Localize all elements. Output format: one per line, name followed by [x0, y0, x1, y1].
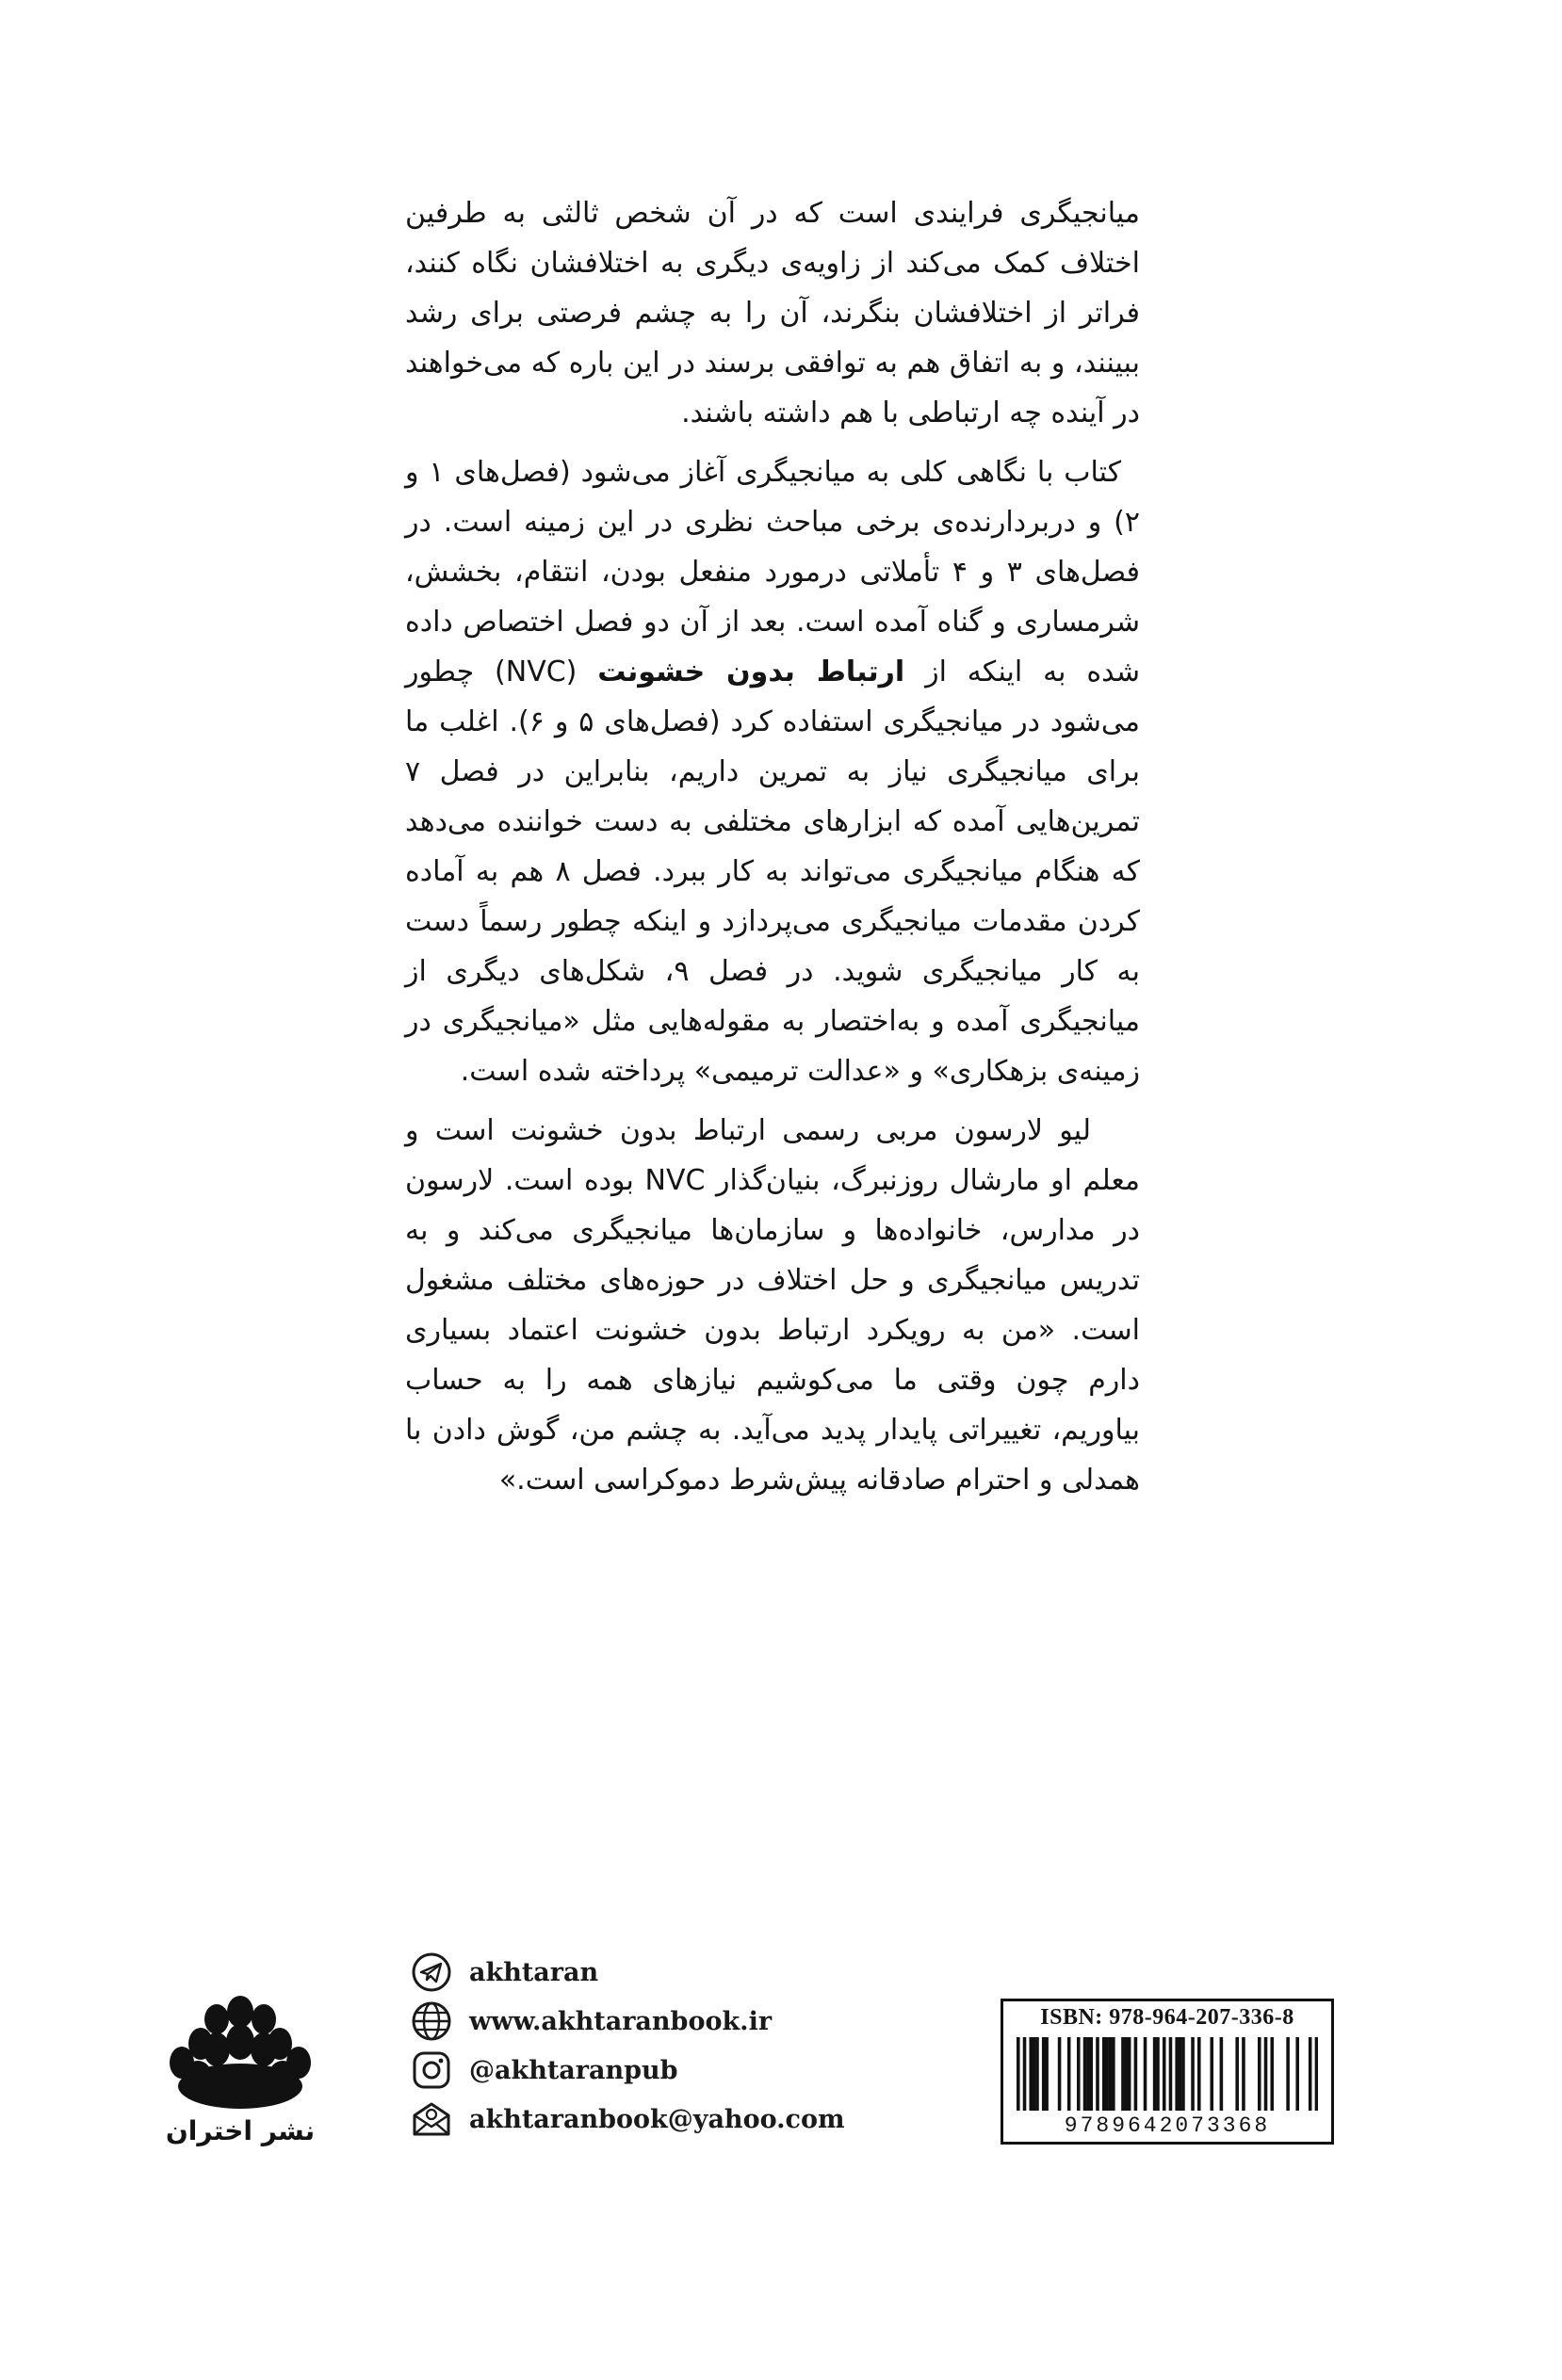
barcode-bar: [1286, 2037, 1290, 2111]
instagram-handle[interactable]: @akhtaranpub: [469, 2055, 678, 2085]
barcode-bar: [1102, 2037, 1106, 2111]
barcode-bar: [1191, 2037, 1195, 2111]
contact-telegram: [411, 1948, 863, 1997]
barcode-bar: [1096, 2037, 1099, 2111]
website-url[interactable]: www.akhtaranbook.ir: [469, 2006, 773, 2036]
email-address[interactable]: akhtaranbook@yahoo.com: [469, 2104, 845, 2134]
description-paragraph-2-text-a: کتاب با نگاهی کلی به میانجیگری آغاز می‌شود (فصل‌های ۱ و ۲) و دربردارنده‌ی برخی مباحث نظری در این زمینه است. در فصل‌های ۳ و ۴ تأملاتی درمورد منفعل بودن، انتقام، بخشش، شرمساری و گناه آمده است. بعد از آن دو فصل اختصاص داده شده به اینکه از: [405, 456, 1141, 688]
nvc-bold-term: ارتباط بدون خشونت: [597, 656, 905, 688]
barcode-bar: [1264, 2037, 1268, 2111]
isbn-barcode: [1001, 1999, 1334, 2145]
barcode-bar: [1058, 2037, 1062, 2111]
barcode-bar: [1220, 2037, 1224, 2111]
description-paragraph-2: [405, 447, 1140, 1096]
description-paragraph-3: لیو لارسون مربی رسمی ارتباط بدون خشونت است و معلم او مارشال روزنبرگ، بنیان‌گذار NVC بوده است. لارسون در مدارس، خانواده‌ها و سازمان‌ها میانجیگری می‌کند و به تدریس میانجیگری و حل اختلاف در حوزه‌های مختلف مشغول است. «من به رویکرد ارتباط بدون خشونت اعتماد بسیاری دارم چون وقتی ما می‌کوشیم نیازهای همه را به حساب بیاوریم، تغییراتی پایدار پدید می‌آید. به چشم من، گوش دادن با همدلی و احترام صادقانه پیش‌شرط دموکراسی است.»: [405, 1114, 1140, 1497]
barcode-bars: [1017, 2037, 1318, 2111]
barcode-bar: [1144, 2037, 1147, 2111]
globe-icon: [411, 2000, 452, 2042]
barcode-bar: [1077, 2037, 1081, 2111]
barcode-bar: [1309, 2037, 1312, 2111]
barcode-bar: [1242, 2037, 1245, 2111]
barcode-bar: [1017, 2037, 1020, 2111]
barcode-bar: [1089, 2037, 1093, 2111]
barcode-bar: [1109, 2037, 1113, 2111]
barcode-bar: [1128, 2037, 1131, 2111]
barcode-bar: [1083, 2037, 1087, 2111]
barcode-bar: [1153, 2037, 1157, 2111]
barcode-bar: [1067, 2037, 1071, 2111]
description-paragraph-2-text-b: (NVC) چطور می‌شود در میانجیگری استفاده کرد (فصل‌های ۵ و ۶). اغلب ما برای میانجیگری نیاز به تمرین داریم، بنابراین در فصل ۷ تمرین‌هایی آمده که ابزارهای مختلفی به دست خواننده می‌دهد که هنگام میانجیگری می‌تواند به کار ببرد. فصل ۸ هم به آماده کردن مقدمات میانجیگری می‌پردازد و اینکه چطور رسماً دست به کار میانجیگری شوید. در فصل ۹، شکل‌های دیگری از میانجیگری آمده و به‌اختصار به مقوله‌هایی مثل «میانجیگری در زمینه‌ی بزهکاری» و «عدالت ترمیمی» پرداخته شده است.: [405, 656, 1140, 1088]
contact-list: [411, 1948, 863, 2144]
instagram-icon: [411, 2049, 452, 2091]
telegram-handle[interactable]: akhtaran: [469, 1957, 599, 1987]
email-icon: [411, 2098, 452, 2140]
barcode-bar: [1105, 2037, 1109, 2111]
publisher-name: نشر اختران: [165, 2115, 316, 2146]
barcode-bar: [1175, 2037, 1179, 2111]
barcode-bar: [1270, 2037, 1274, 2111]
barcode-bar: [1112, 2037, 1115, 2111]
barcode-digits: 9789642073368: [1064, 2113, 1271, 2138]
isbn-label: ISBN: 978-964-207-336-8: [1040, 2005, 1294, 2030]
barcode-bar: [1134, 2037, 1138, 2111]
barcode-bar: [1045, 2037, 1049, 2111]
barcode-bar: [1315, 2037, 1318, 2111]
contact-email: [411, 2095, 863, 2144]
barcode-bar: [1235, 2037, 1239, 2111]
barcode-bar: [1197, 2037, 1201, 2111]
contact-instagram: [411, 2046, 863, 2095]
barcode-bar: [1033, 2037, 1036, 2111]
barcode-bar: [1125, 2037, 1129, 2111]
description-paragraph-1: میانجیگری فرایندی است که در آن شخص ثالثی به طرفین اختلاف کمک می‌کند از زاویه‌ی دیگری به اختلافشان نگاه کنند، فراتر از اختلافشان بنگرند، آن را به چشم فرصتی برای رشد ببینند، و به اتفاق هم به توافقی برسند در این باره که می‌خواهند در آینده چه ارتباطی با هم داشته باشند.: [405, 197, 1140, 429]
barcode-bar: [1179, 2037, 1182, 2111]
book-description: [405, 188, 1140, 1514]
barcode-bar: [1086, 2037, 1090, 2111]
barcode-bar: [1163, 2037, 1166, 2111]
barcode-bar: [1023, 2037, 1027, 2111]
barcode-bar: [1181, 2037, 1185, 2111]
barcode-bar: [1210, 2037, 1213, 2111]
contact-website: [411, 1997, 863, 2046]
barcode-bar: [1258, 2037, 1261, 2111]
barcode-bar: [1042, 2037, 1046, 2111]
publisher-logo: [160, 1987, 320, 2157]
barcode-bar: [1295, 2037, 1299, 2111]
barcode-bar: [1035, 2037, 1039, 2111]
barcode-bar: [1156, 2037, 1160, 2111]
barcode-bar: [1121, 2037, 1125, 2111]
publisher-logo-icon: [170, 1987, 311, 2110]
barcode-bar: [1029, 2037, 1033, 2111]
telegram-icon: [411, 1951, 452, 1993]
barcode-bar: [1169, 2037, 1173, 2111]
